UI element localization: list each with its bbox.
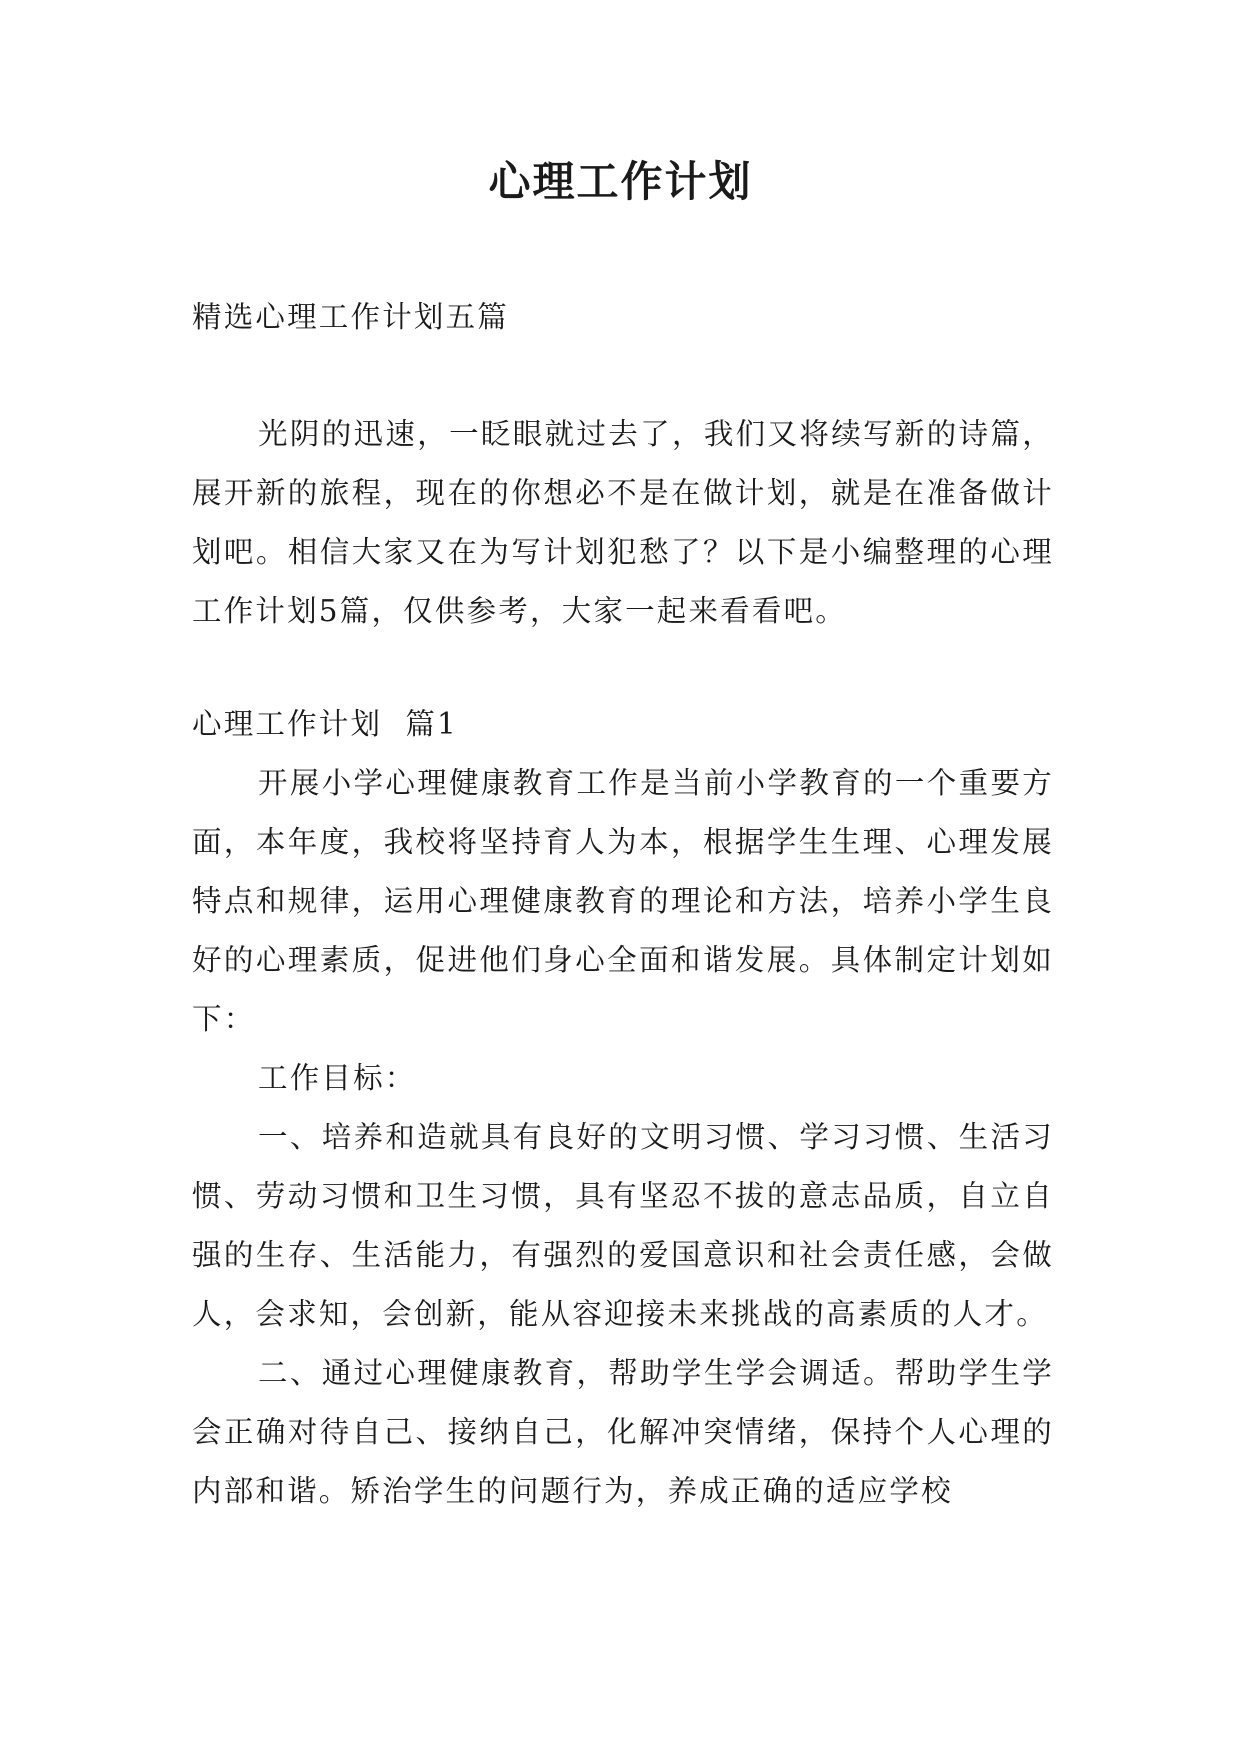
section-body — [192, 754, 1054, 1521]
paragraph: 开展小学心理健康教育工作是当前小学教育的一个重要方面，本年度，我校将坚持育人为本，根据学生生理、心理发展特点和规律，运用心理健康教育的理论和方法，培养小学生良好的心理素质，促进他们身心全面和谐发展。具体制定计划如下： — [192, 766, 1054, 1036]
paragraph: 二、通过心理健康教育，帮助学生学会调适。帮助学生学会正确对待自己、接纳自己，化解冲突情绪，保持个人心理的内部和谐。矫治学生的问题行为，养成正确的适应学校 — [192, 1356, 1054, 1508]
document-subtitle: 精选心理工作计划五篇 — [192, 300, 510, 334]
section-heading: 心理工作计划 篇1 — [192, 707, 459, 741]
paragraph: 工作目标： — [258, 1061, 417, 1095]
intro-paragraph: 光阴的迅速，一眨眼就过去了，我们又将续写新的诗篇，展开新的旅程，现在的你想必不是在做计划，就是在准备做计划吧。相信大家又在为写计划犯愁了？以下是小编整理的心理工作计划5篇，仅供参考，大家一起来看看吧。 — [192, 417, 1054, 628]
paragraph: 一、培养和造就具有良好的文明习惯、学习习惯、生活习惯、劳动习惯和卫生习惯，具有坚忍不拔的意志品质，自立自强的生存、生活能力，有强烈的爱国意识和社会责任感，会做人，会求知，会创新，能从容迎接未来挑战的高素质的人才。 — [192, 1120, 1054, 1331]
document-title: 心理工作计划 — [488, 157, 753, 206]
